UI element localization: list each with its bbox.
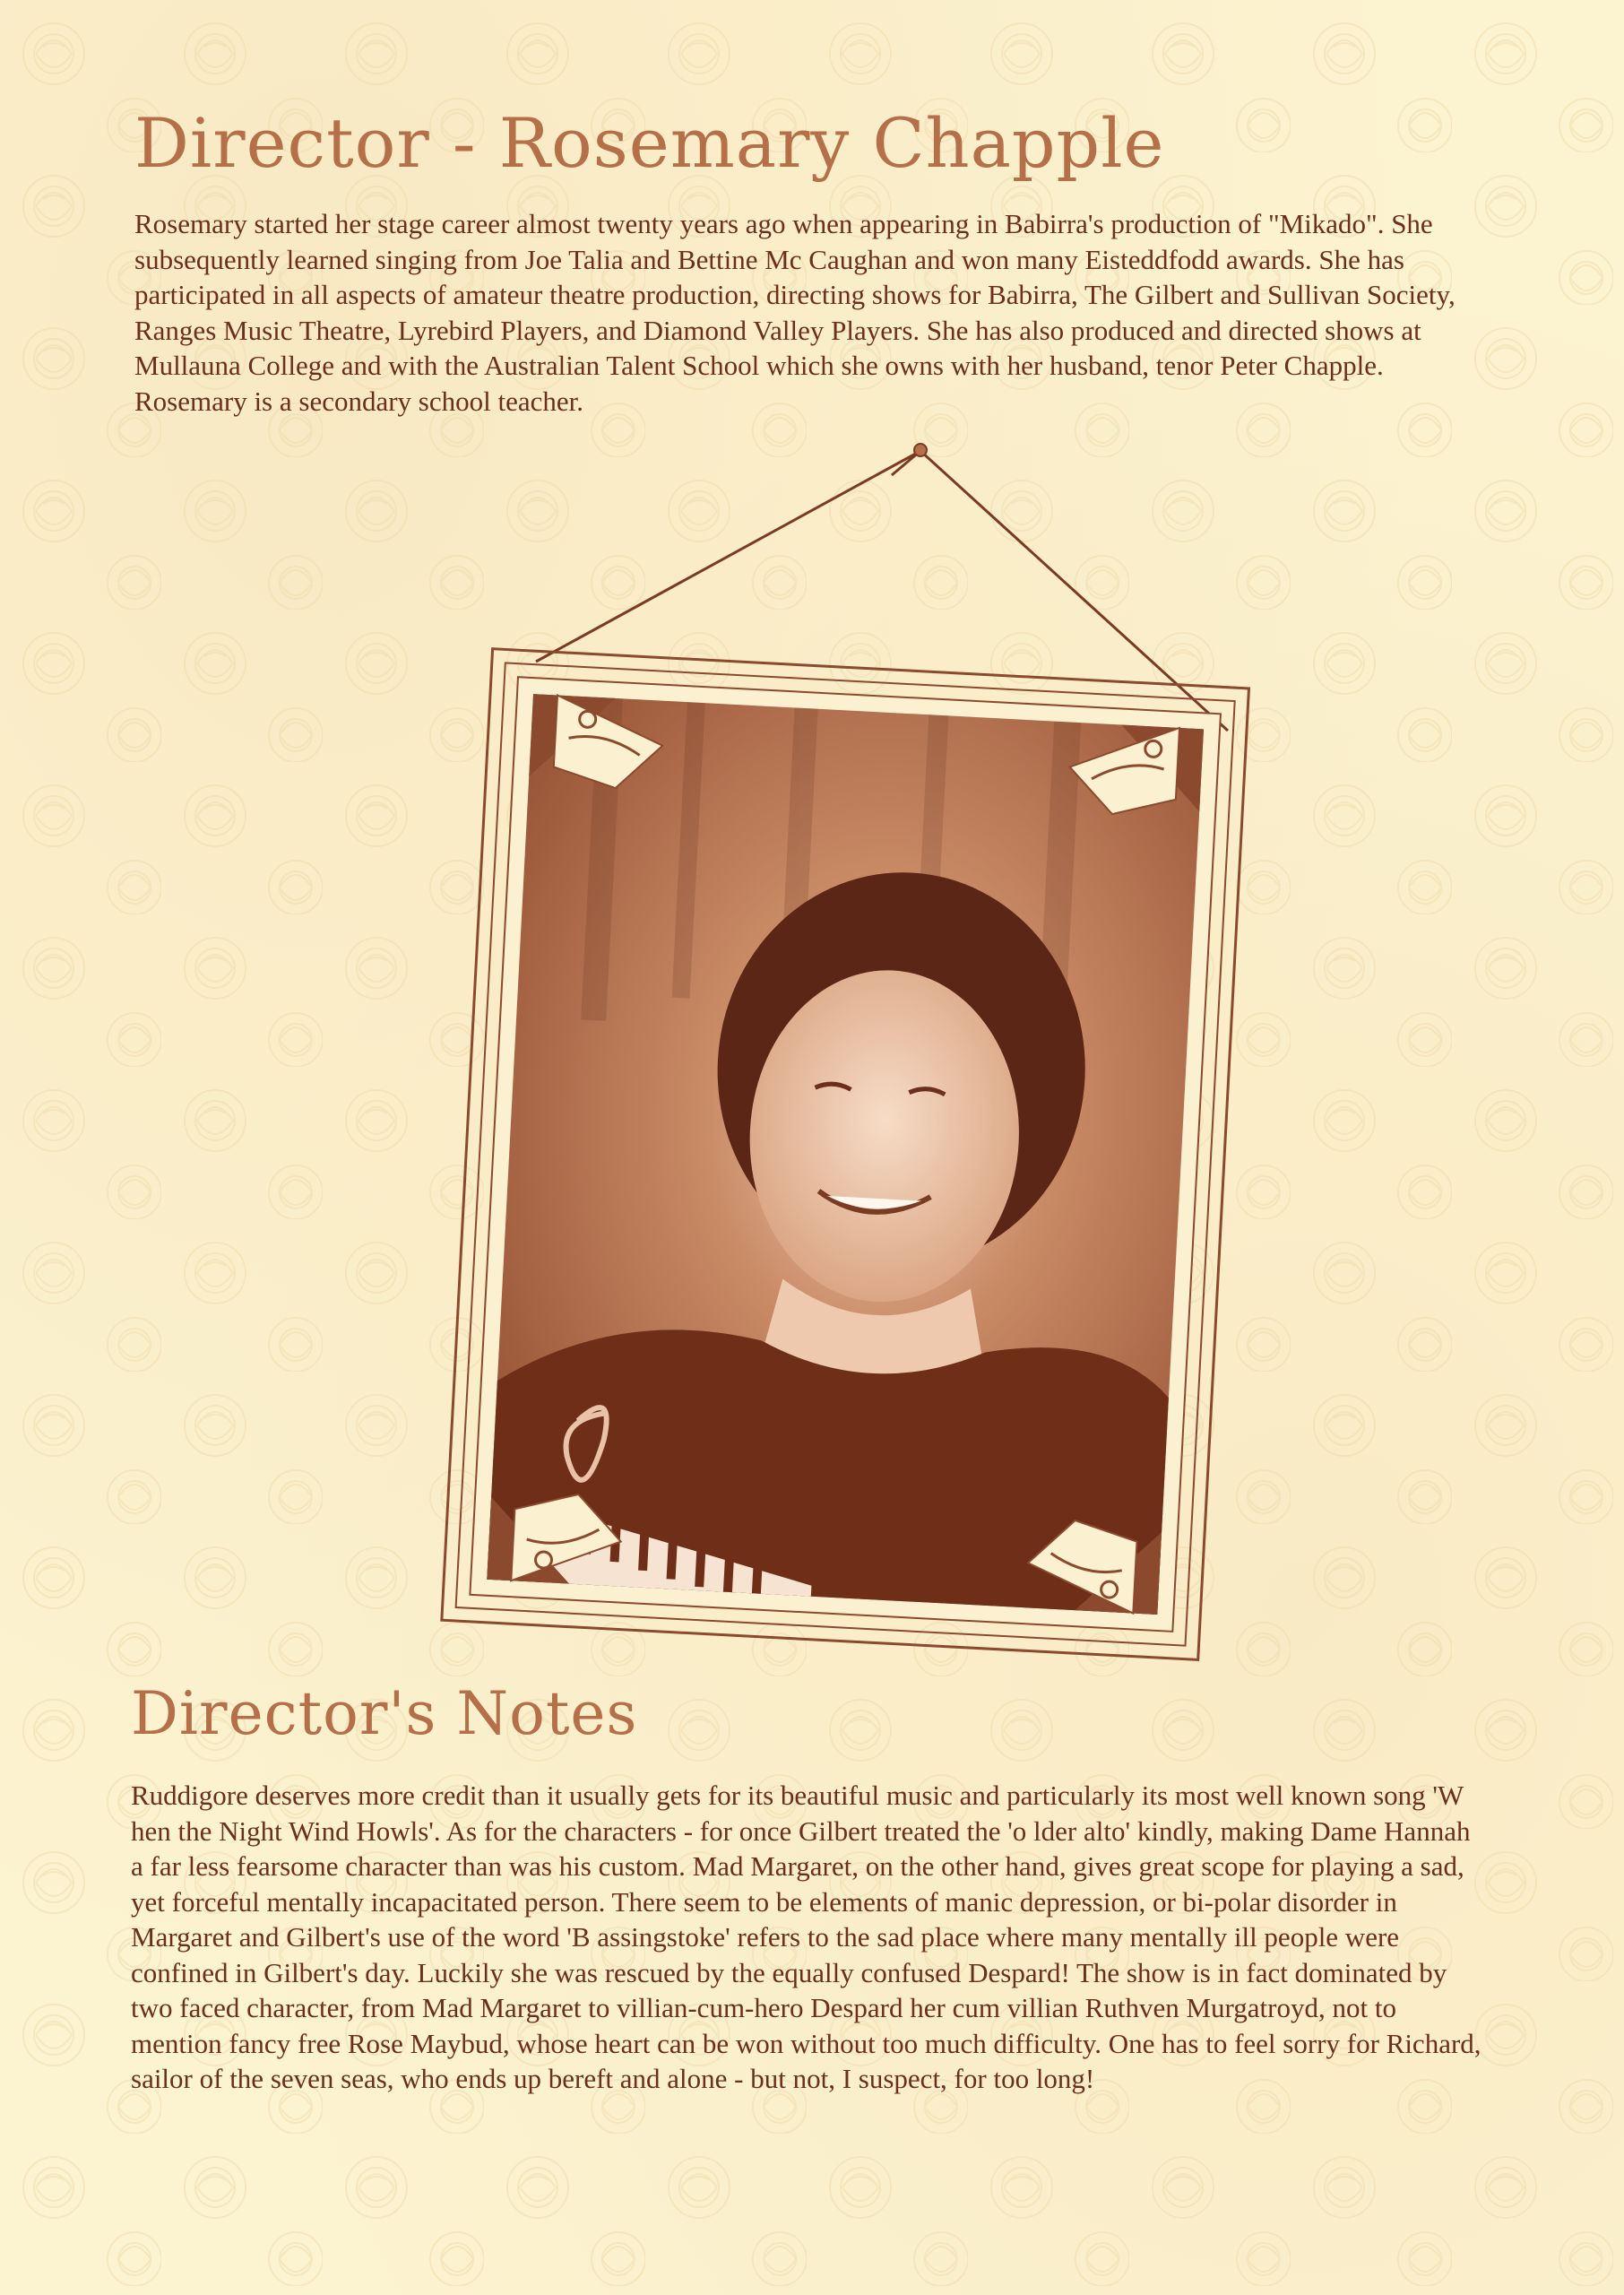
director-portrait-photo	[487, 694, 1204, 1615]
directors-notes-text: Ruddigore deserves more credit than it usually gets for its beautiful music and particularly its most well known song 'W hen the Night Wind Howls'. As for the characters - for once Gilbert treated the 'o lder alto' kindly, making Dame Hannah a far less fearsome character than was his custom. Mad Margaret, on the other hand, gives great scope for playing a sad, yet forceful mentally incapacitated person. There seem to be elements of manic depression, or bi-polar disorder in Margaret and Gilbert's use of the word 'B assingstoke' refers to the sad place where many mentally ill people were confined in Gilbert's day. Luckily she was rescued by the equally confused Despard! The show is in fact dominated by two faced character, from Mad Margaret to villian-cum-hero Despard her cum villian Ruthven Murgatroyd, not to mention fancy free Rose Maybud, whose heart can be won without too much difficulty. One has to feel sorry for Richard, sailor of the seven seas, who ends up bereft and alone - but not, I suspect, for too long!	[131, 1780, 1481, 2094]
portrait-frame	[442, 649, 1249, 1660]
notes-heading: Director's Notes	[131, 1679, 638, 1748]
director-heading: Director - Rosemary Chapple	[134, 103, 1165, 183]
nail-icon	[914, 444, 927, 456]
director-bio: Rosemary started her stage career almost twenty years ago when appearing in Babirra's production of "Mikado". She subsequently learned singing from Joe Talia and Bettine Mc Caughan and won many Eisteddfodd awards. She has participated in all aspects of amateur theatre production, directing shows for Babirra, The Gilbert and Sullivan Society, Ranges Music Theatre, Lyrebird Players, and Diamond Valley Players. She has also produced and directed shows at Mullauna College and with the Australian Talent School which she owns with her husband, tenor Peter Chapple. Rosemary is a secondary school teacher.	[134, 208, 1456, 417]
